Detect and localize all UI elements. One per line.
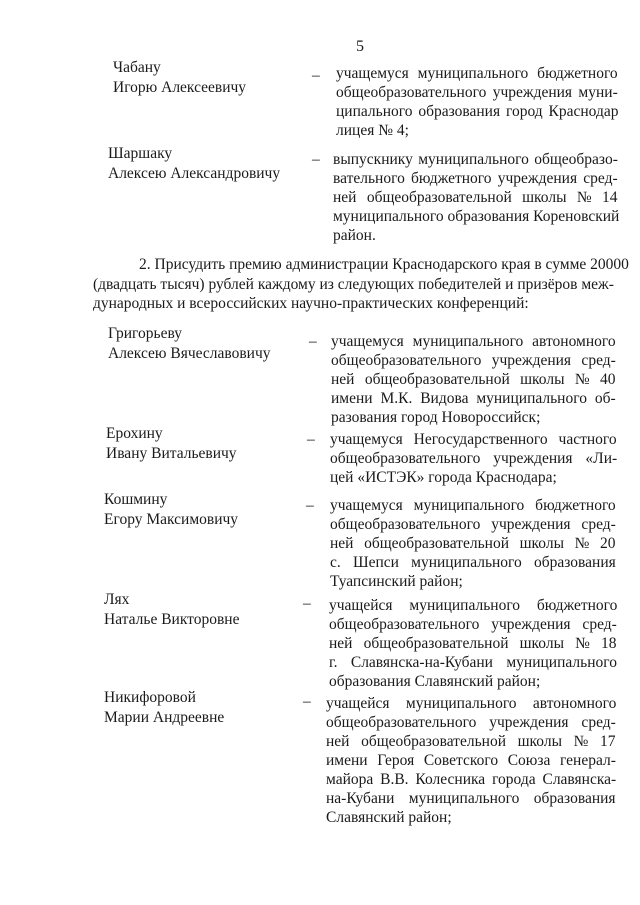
description-line: лицея № 4; [336, 122, 409, 139]
recipient-given-names: Ивану Витальевичу [106, 445, 237, 462]
recipient-surname: Чабану [113, 59, 161, 76]
recipient-surname: Кошмину [104, 491, 168, 508]
description-line: учащейся муниципального бюджетного [329, 597, 618, 614]
description-line: ней общеобразовательной школы № 18 [329, 635, 617, 652]
recipient-surname: Шаршаку [108, 145, 173, 162]
description-line: вательного бюджетного учреждения сред- [333, 170, 618, 187]
page-number: 5 [356, 38, 364, 55]
paragraph-line: (двадцать тысяч) рублей каждому из следующих победителей и призёров меж- [93, 275, 614, 293]
description-line: учащемуся муниципального автономного [331, 333, 616, 350]
description-line: учащейся муниципального автономного [326, 695, 617, 712]
recipient-surname: Ерохину [106, 425, 163, 442]
separator-dash: – [307, 431, 315, 448]
description-line: общеобразовательного учреждения сред- [330, 516, 616, 533]
description-line: общеобразовательного учреждения сред- [329, 616, 617, 633]
recipient-name [104, 490, 238, 530]
description-line: ней общеобразовательной школы № 17 [326, 733, 616, 750]
separator-dash: – [303, 595, 311, 612]
description-line: муниципального образования Кореновский [333, 208, 620, 225]
description-line: ципального образования город Краснодар [336, 103, 619, 120]
description-line: разования город Новороссийск; [331, 409, 541, 426]
description-line: на-Кубани муниципального образования [326, 790, 616, 807]
description-line: имени Героя Советского Союза генерал- [326, 752, 616, 769]
recipient-name [104, 688, 224, 728]
recipient-description [330, 496, 616, 591]
recipient-description [330, 430, 617, 487]
description-line: общеобразовательного учреждения сред- [331, 352, 616, 369]
recipient-name [113, 58, 246, 98]
recipient-name [106, 424, 237, 464]
description-line: учащемуся муниципального бюджетного [330, 497, 616, 514]
description-line: имени М.К. Видова муниципального об- [331, 390, 616, 407]
separator-dash: – [306, 497, 314, 514]
description-line: учащемуся муниципального бюджетного [336, 65, 618, 82]
recipient-surname: Никифоровой [104, 689, 196, 706]
description-line: общеобразовательного учреждения муни- [336, 84, 618, 101]
recipient-description [333, 150, 618, 245]
recipient-name [104, 590, 239, 630]
description-line: цей «ИСТЭК» города Краснодара; [330, 469, 557, 486]
recipient-description [336, 64, 618, 140]
recipient-description [326, 694, 616, 827]
resolution-paragraph [93, 255, 629, 314]
description-line: ней общеобразовательной школы № 40 [331, 371, 616, 388]
recipient-given-names: Алексею Вячеславовичу [108, 345, 271, 362]
separator-dash: – [303, 693, 311, 710]
description-line: майора В.В. Колесника города Славянска- [326, 771, 617, 788]
description-line: образования Славянский район; [329, 673, 541, 690]
description-line: учащемуся Негосударственного частного [330, 431, 617, 448]
description-line: с. Шепси муниципального образования [330, 554, 616, 571]
description-line: общеобразовательного учреждения сред- [326, 714, 616, 731]
recipient-name [108, 144, 280, 184]
recipient-description [331, 332, 616, 427]
recipient-given-names: Марии Андреевне [104, 709, 225, 726]
recipient-surname: Лях [104, 591, 130, 608]
recipient-given-names: Алексею Александровичу [108, 165, 281, 182]
recipient-given-names: Наталье Викторовне [104, 611, 240, 628]
description-line: г. Славянска-на-Кубани муниципального [329, 654, 617, 671]
separator-dash: – [309, 333, 317, 350]
recipient-surname: Григорьеву [108, 325, 182, 342]
description-line: выпускнику муниципального общеобразо- [333, 151, 618, 168]
description-line: общеобразовательного учреждения «Ли- [330, 450, 618, 467]
description-line: ней общеобразовательной школы № 20 [330, 535, 616, 552]
description-line: Туапсинский район; [330, 573, 463, 590]
paragraph-line: 2. Присудить премию администрации Краснодарского края в сумме 20000 [139, 256, 629, 273]
paragraph-line: дународных и всероссийских научно-практических конференций: [93, 295, 529, 312]
recipient-given-names: Игорю Алексеевичу [113, 79, 247, 96]
separator-dash: – [312, 67, 320, 84]
description-line: район. [333, 227, 376, 244]
recipient-given-names: Егору Максимовичу [104, 511, 239, 528]
recipient-name [108, 324, 271, 364]
description-line: Славянский район; [326, 809, 452, 826]
separator-dash: – [312, 151, 320, 168]
recipient-description [329, 596, 617, 691]
description-line: ней общеобразовательной школы № 14 [333, 189, 618, 206]
